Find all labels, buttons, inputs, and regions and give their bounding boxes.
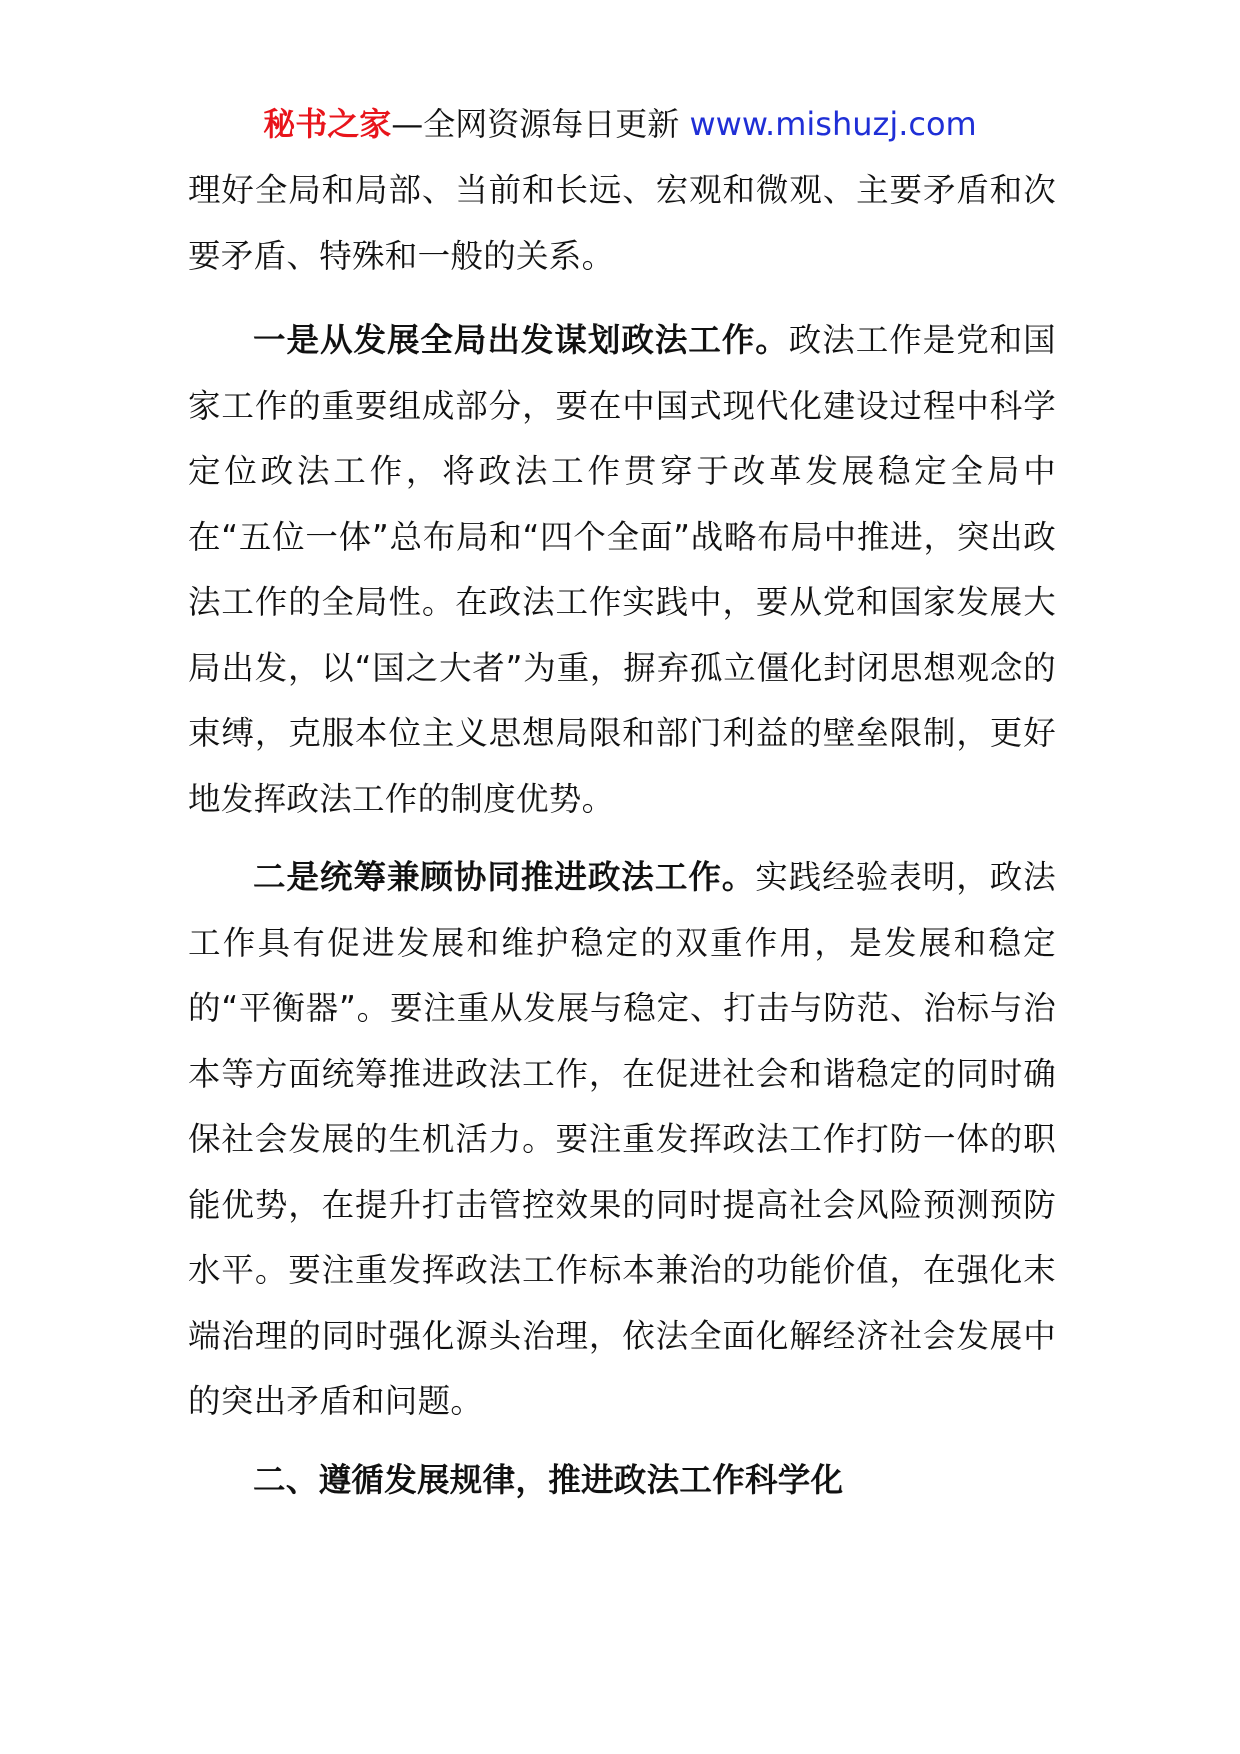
paragraph-lead: 二是统筹兼顾协同推进政法工作。 [253,858,756,896]
paragraph-body: 实践经验表明，政法工作具有促进发展和维护稳定的双重作用，是发展和稳定的“平衡器”。要注重从发展与稳定、打击与防范、治标与治本等方面统筹推进政法工作，在促进社会和谐稳定的同时确保社会发展的生机活力。要注重发挥政法工作打防一体的职能优势，在提升打击管控效果的同时提高社会风险预测预防水平。要注重发挥政法工作标本兼治的功能价值，在强化末端治理的同时强化源头治理，依法全面化解经济社会发展中的突出矛盾和问题。 [188,858,1056,1420]
paragraph-coordinate-advance [188,845,1056,1435]
brand-name: 秘书之家 [263,105,392,143]
paragraph-lead: 一是从发展全局出发谋划政法工作。 [253,321,789,359]
site-url-link[interactable]: www.mishuzj.com [689,105,977,143]
page-header [0,100,1240,148]
paragraph-continuation: 理好全局和局部、当前和长远、宏观和微观、主要矛盾和次要矛盾、特殊和一般的关系。 [188,171,1056,275]
paragraph-body: 政法工作是党和国家工作的重要组成部分，要在中国式现代化建设过程中科学定位政法工作，将政法工作贯穿于改革发展稳定全局中在“五位一体”总布局和“四个全面”战略布局中推进，突出政法工作的全局性。在政法工作实践中，要从党和国家发展大局出发，以“国之大者”为重，摒弃孤立僵化封闭思想观念的束缚，克服本位主义思想局限和部门利益的壁垒限制，更好地发挥政法工作的制度优势。 [188,321,1056,818]
header-tagline: —全网资源每日更新 [391,105,680,143]
paragraph-development-overall [188,308,1056,832]
document-body [188,158,1056,1513]
section-heading: 二、遵循发展规律，推进政法工作科学化 [253,1460,844,1499]
